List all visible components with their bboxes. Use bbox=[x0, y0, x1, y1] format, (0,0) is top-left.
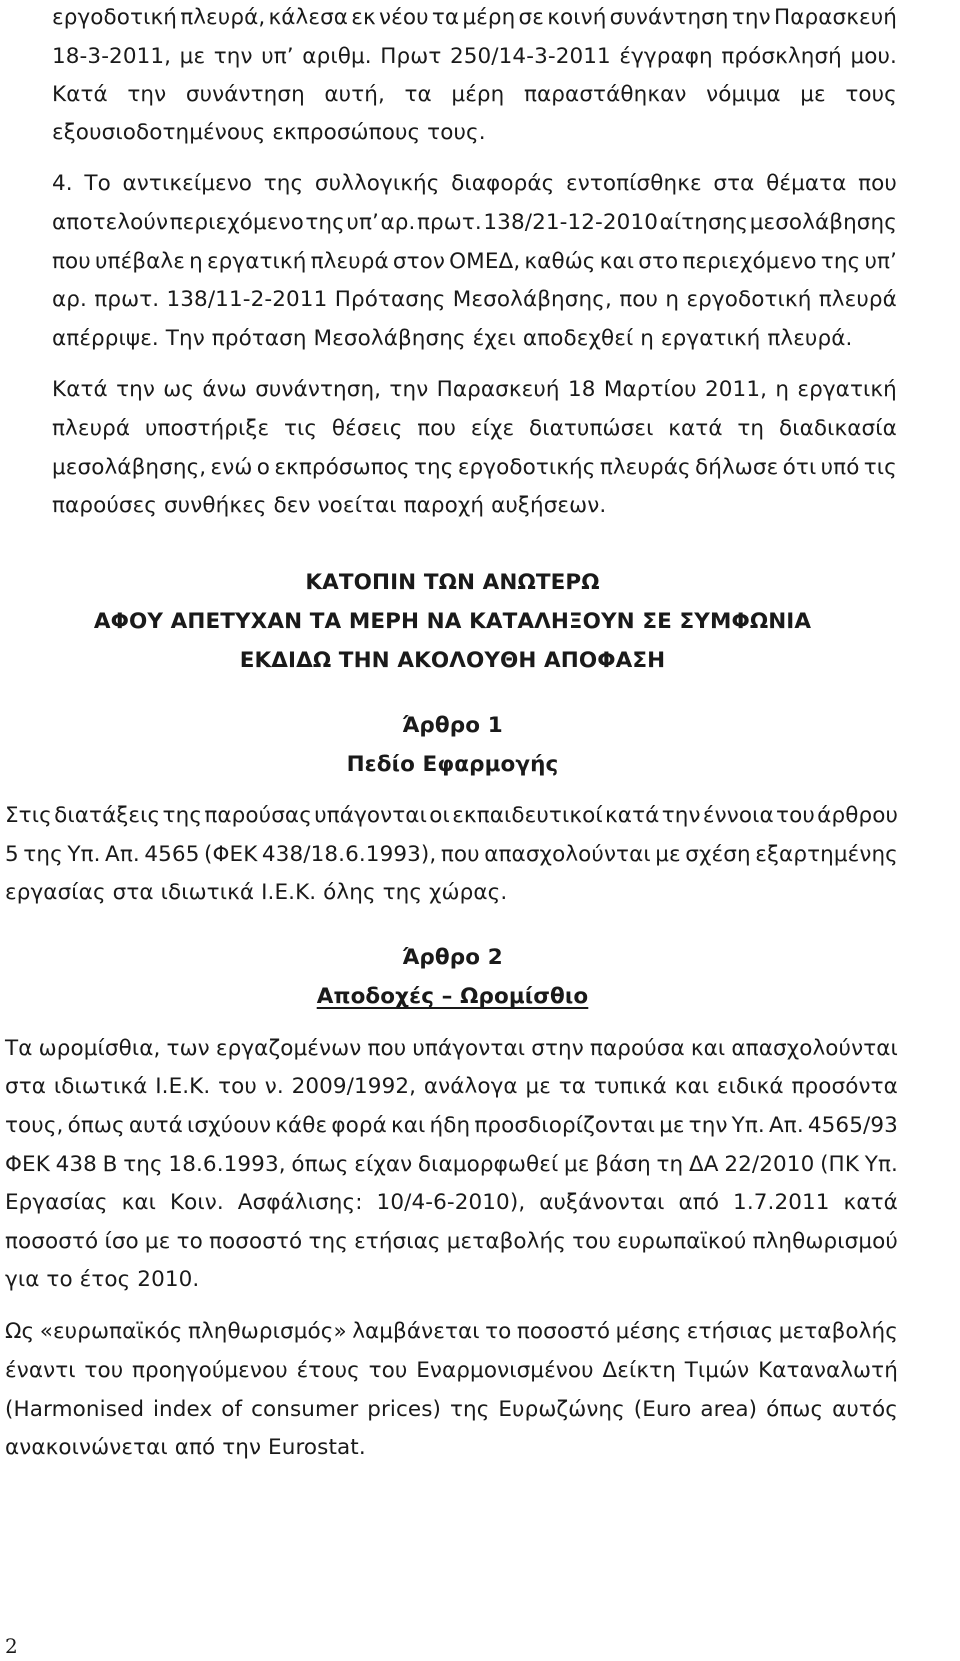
text-line: Ως «ευρωπαϊκός πληθωρισμός» λαμβάνεται το ποσοστό μέσης ετήσιας μεταβολής bbox=[5, 1319, 898, 1344]
text-line: πλευρά υποστήριξε τις θέσεις που είχε διατυπώσει κατά τη διαδικασία bbox=[52, 416, 897, 441]
page-number: 2 bbox=[5, 1634, 18, 1658]
text-line: παρούσες συνθήκες δεν νοείται παροχή αυξήσεων. bbox=[52, 493, 607, 518]
text-line: απέρριψε. Την πρόταση Μεσολάβησης έχει αποδεχθεί η εργατική πλευρά. bbox=[52, 326, 853, 351]
text-line: τους, όπως αυτά ισχύουν κάθε φορά και ήδη προσδιορίζονται με την Υπ. Απ. 4565/93 bbox=[5, 1113, 898, 1138]
text-line: για το έτος 2010. bbox=[5, 1267, 200, 1292]
text-line: έναντι του προηγούμενου έτους του Εναρμονισμένου Δείκτη Τιμών Καταναλωτή bbox=[5, 1358, 898, 1383]
text-line: 18-3-2011, με την υπ’ αριθμ. Πρωτ 250/14-3-2011 έγγραφη πρόσκλησή μου. bbox=[52, 44, 897, 69]
text-line: 4. Το αντικείμενο της συλλογικής διαφοράς εντοπίσθηκε στα θέματα που bbox=[52, 171, 897, 196]
decision-heading: ΑΦΟΥ ΑΠΕΤΥΧΑΝ ΤΑ ΜΕΡΗ ΝΑ ΚΑΤΑΛΗΞΟΥΝ ΣΕ ΣΥΜΦΩΝΙΑ bbox=[93, 609, 812, 634]
decision-heading: ΚΑΤΟΠΙΝ ΤΩΝ ΑΝΩΤΕΡΩ bbox=[305, 570, 600, 595]
text-line: εργασίας στα ιδιωτικά Ι.Ε.Κ. όλης της χώρας. bbox=[5, 880, 508, 905]
text-line: ΦΕΚ 438 Β της 18.6.1993, όπως είχαν διαμορφωθεί με βάση τη ΔΑ 22/2010 (ΠΚ Υπ. bbox=[5, 1152, 898, 1177]
text-line: ποσοστό ίσο με το ποσοστό της ετήσιας μεταβολής του ευρωπαϊκού πληθωρισμού bbox=[5, 1229, 898, 1254]
text-line: μεσολάβησης, ενώ ο εκπρόσωπος της εργοδοτικής πλευράς δήλωσε ότι υπό τις bbox=[52, 455, 897, 480]
text-line: 5 της Υπ. Απ. 4565 (ΦΕΚ 438/18.6.1993), που απασχολούνται με σχέση εξαρτημένης bbox=[5, 842, 898, 867]
text-line: (Harmonised index of consumer prices) της Ευρωζώνης (Euro area) όπως αυτός bbox=[5, 1397, 898, 1422]
article-number: Άρθρο 2 bbox=[402, 945, 503, 970]
text-line: Στις διατάξεις της παρούσας υπάγονται οι εκπαιδευτικοί κατά την έννοια του άρθρου bbox=[5, 803, 898, 828]
article-title: Αποδοχές – Ωρομίσθιο bbox=[316, 984, 589, 1009]
text-line: ανακοινώνεται από την Eurostat. bbox=[5, 1435, 366, 1460]
text-line: στα ιδιωτικά Ι.Ε.Κ. του ν. 2009/1992, ανάλογα με τα τυπικά και ειδικά προσόντα bbox=[5, 1074, 898, 1099]
article-number: Άρθρο 1 bbox=[402, 713, 503, 738]
text-line: που υπέβαλε η εργατική πλευρά στον ΟΜΕΔ, καθώς και στο περιεχόμενο της υπ’ bbox=[52, 249, 897, 274]
text-line: Εργασίας και Κοιν. Ασφάλισης: 10/4-6-2010), αυξάνονται από 1.7.2011 κατά bbox=[5, 1190, 898, 1215]
text-line: εργοδοτική πλευρά, κάλεσα εκ νέου τα μέρη σε κοινή συνάντηση την Παρασκευή bbox=[52, 5, 897, 30]
text-line: αποτελούν περιεχόμενο της υπ’ αρ. πρωτ. 138/21-12-2010 αίτησης μεσολάβησης bbox=[52, 210, 897, 235]
text-line: Τα ωρομίσθια, των εργαζομένων που υπάγονται στην παρούσα και απασχολούνται bbox=[5, 1036, 898, 1061]
text-line: αρ. πρωτ. 138/11-2-2011 Πρότασης Μεσολάβησης, που η εργοδοτική πλευρά bbox=[52, 287, 897, 312]
decision-heading: ΕΚΔΙΔΩ ΤΗΝ ΑΚΟΛΟΥΘΗ ΑΠΟΦΑΣΗ bbox=[239, 648, 666, 673]
text-line: εξουσιοδοτημένους εκπροσώπους τους. bbox=[52, 120, 486, 145]
text-line: Κατά την συνάντηση αυτή, τα μέρη παραστάθηκαν νόμιμα με τους bbox=[52, 82, 897, 107]
article-title: Πεδίο Εφαρμογής bbox=[346, 752, 559, 777]
text-line: Κατά την ως άνω συνάντηση, την Παρασκευή 18 Μαρτίου 2011, η εργατική bbox=[52, 377, 897, 402]
